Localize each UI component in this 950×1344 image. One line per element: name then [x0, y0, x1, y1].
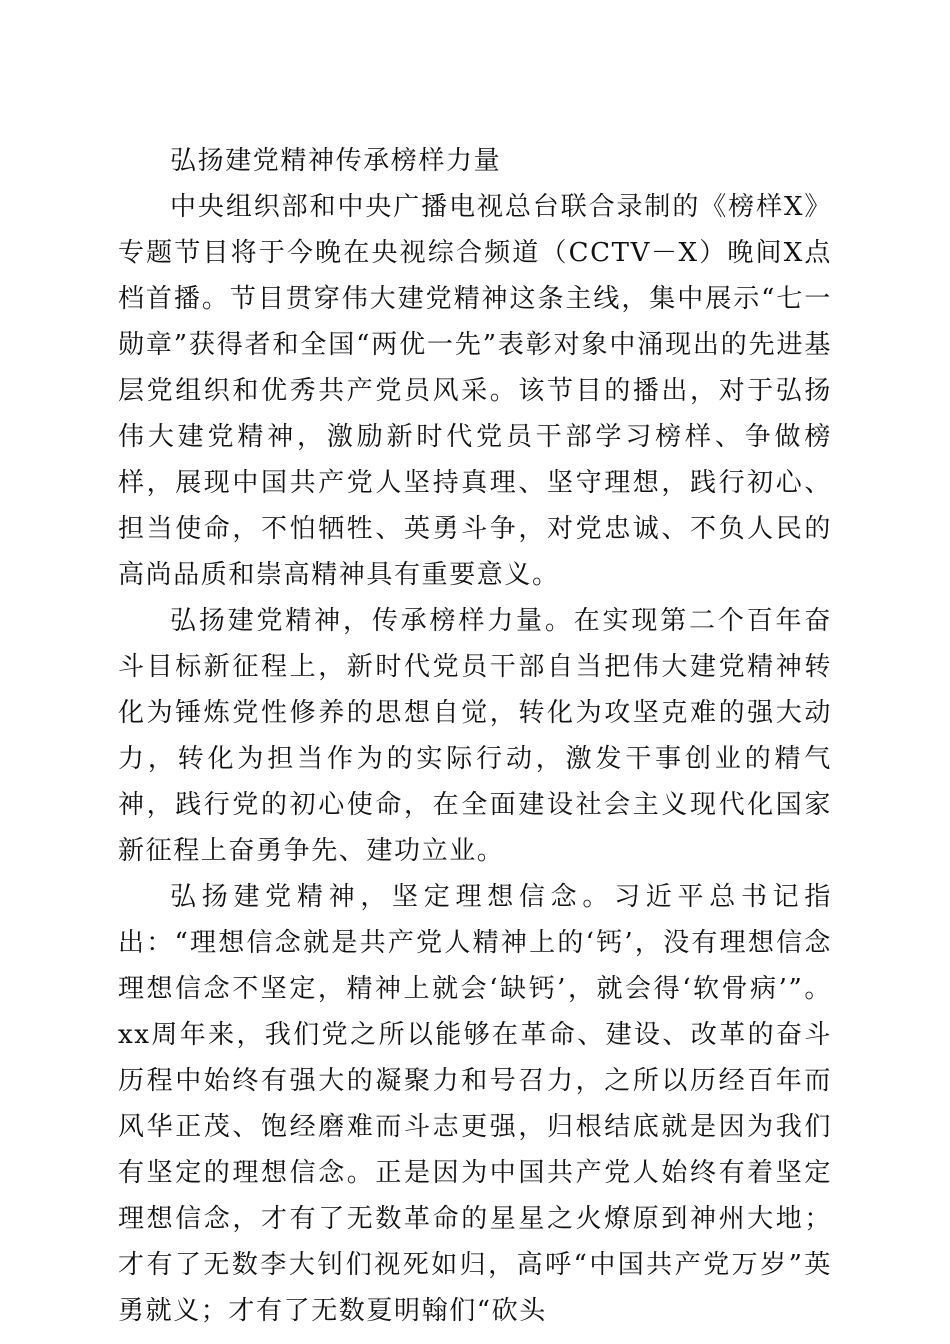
paragraph-1: 中央组织部和中央广播电视总台联合录制的《榜样X》专题节目将于今晚在央视综合频道（CCTV－X）晚间X点档首播。节目贯穿伟大建党精神这条主线，集中展示“七一勋章”获得者和全国“两优一先”表彰对象中涌现出的先进基层党组织和优秀共产党员风采。该节目的播出，对于弘扬伟大建党精神，激励新时代党员干部学习榜样、争做榜样，展现中国共产党人坚持真理、坚守理想，践行初心、担当使命，不怕牺牲、英勇斗争，对党忠诚、不负人民的高尚品质和崇高精神具有重要意义。	[118, 192, 832, 590]
document-title: 弘扬建党精神传承榜样力量	[170, 146, 502, 176]
document-body	[118, 138, 832, 1334]
paragraph-2: 弘扬建党精神，传承榜样力量。在实现第二个百年奋斗目标新征程上，新时代党员干部自当把伟大建党精神转化为锤炼党性修养的思想自觉，转化为攻坚克难的强大动力，转化为担当作为的实际行动，激发干事创业的精气神，践行党的初心使命，在全面建设社会主义现代化国家新征程上奋勇争先、建功立业。	[118, 606, 832, 866]
paragraph-3: 弘扬建党精神，坚定理想信念。习近平总书记指出：“理想信念就是共产党人精神上的‘钙’，没有理想信念理想信念不坚定，精神上就会‘缺钙’，就会得‘软骨病’”。xx周年来，我们党之所以能够在革命、建设、改革的奋斗历程中始终有强大的凝聚力和号召力，之所以历经百年而风华正茂、饱经磨难而斗志更强，归根结底就是因为我们有坚定的理想信念。正是因为中国共产党人始终有着坚定理想信念，才有了无数革命的星星之火燎原到神州大地；才有了无数李大钊们视死如归，高呼“中国共产党万岁”英勇就义；才有了无数夏明翰们“砍头	[118, 882, 832, 1326]
